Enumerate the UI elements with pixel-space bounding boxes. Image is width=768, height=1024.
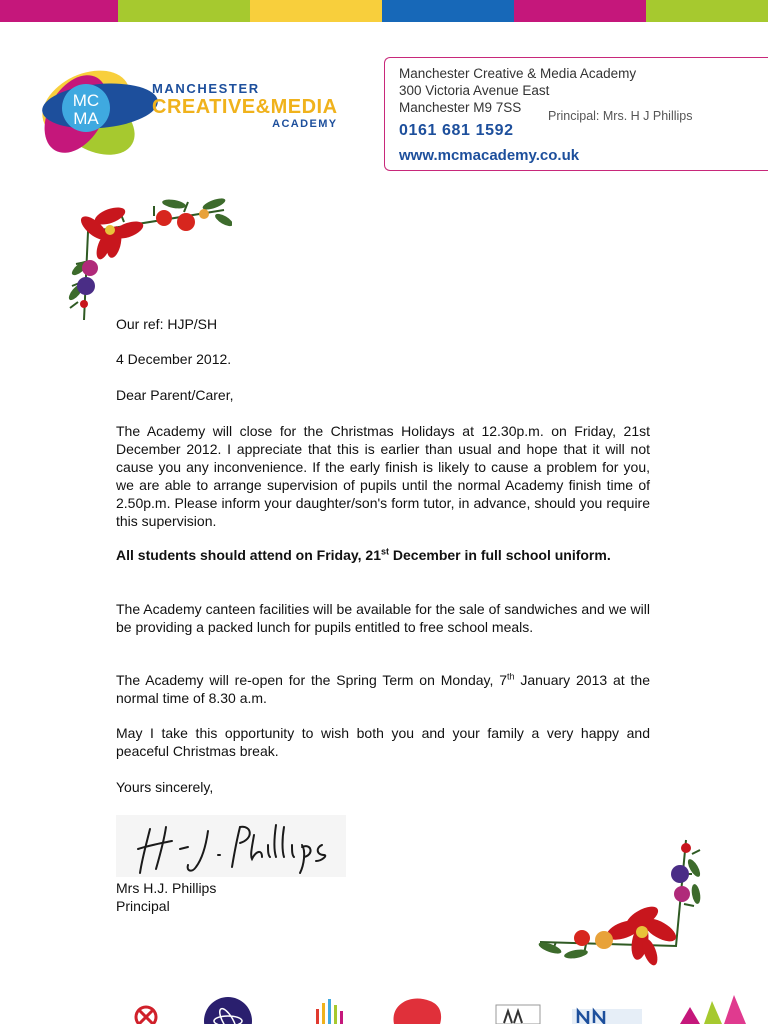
partner-logos-footer [0,995,768,1024]
letter-date: 4 December 2012. [116,351,232,367]
ordinal-suffix: st [381,546,390,557]
signature-icon [116,815,346,885]
logo-wordmark [152,82,338,130]
partner-logo-nrn-icon [572,1009,642,1024]
letter-salutation: Dear Parent/Carer, [116,387,234,403]
logo-name-line3: ACADEMY [272,118,338,130]
logo-name-line1: MANCHESTER [152,81,260,96]
partner-logo-member-icon [496,1005,540,1024]
paragraph-text: January 2013 at the normal time of 8.30 a.m. [116,672,650,706]
partner-logo-red-shape-icon [393,998,441,1024]
address-line: Manchester M9 7SS [399,100,522,115]
address-box [384,57,768,171]
letter-paragraph-wishes: May I take this opportunity to wish both you and your family a very happy and peaceful Christmas break. [116,725,650,759]
paragraph-text: December in full school uniform. [389,547,611,563]
stripe [514,0,646,22]
phone-number: 0161 681 1592 [399,122,514,139]
ordinal-suffix: th [507,671,515,682]
logo-name-line2: CREATIVE&MEDIA [152,96,338,118]
logo-mark-top: MC [72,91,100,110]
stripe [646,0,768,22]
partner-logo-london-icon [680,995,746,1024]
partner-logo-red-icon [136,1007,156,1024]
stripe [382,0,514,22]
website-link[interactable]: www.mcmacademy.co.uk [399,147,580,164]
letter-paragraph-uniform [116,546,650,564]
poinsettia-corner-icon [64,192,232,328]
header-color-stripes [0,0,768,22]
logo-mark-bottom: MA [73,109,99,128]
partner-logo-atom-icon [204,997,252,1024]
stripe [118,0,250,22]
signer-name: Mrs H.J. Phillips [116,880,217,896]
address-line: Manchester Creative & Media Academy [399,66,637,81]
principal-name: Principal: Mrs. H J Phillips [548,109,693,123]
letter-paragraph-closure: The Academy will close for the Christmas Holidays at 12.30p.m. on Friday, 21st December 2012. I appreciate that this is earlier than usual and hope that it will not cause you any inconvenience. If the early finish is likely to cause a problem for you, we are able to arrange supervision of pupils until the normal Academy finish time of 2.50p.m. Please inform your daughter/son's form tutor, in advance, should you require this supervision. [116,423,650,529]
partner-logo-people-icon [316,999,343,1024]
letter-paragraph-reopen [116,671,650,707]
poinsettia-corner-icon [536,834,706,974]
letter-closing: Yours sincerely, [116,779,214,795]
stripe [250,0,382,22]
letter-reference: Our ref: HJP/SH [116,316,218,332]
address-line: 300 Victoria Avenue East [399,83,550,98]
letter-paragraph-canteen: The Academy canteen facilities will be available for the sale of sandwiches and we will be providing a packed lunch for pupils entitled to free school meals. [116,601,650,635]
paragraph-text: All students should attend on Friday, 21 [116,547,381,563]
signer-title: Principal [116,898,170,914]
stripe [0,0,118,22]
paragraph-text: The Academy will re-open for the Spring Term on Monday, 7 [116,672,507,688]
